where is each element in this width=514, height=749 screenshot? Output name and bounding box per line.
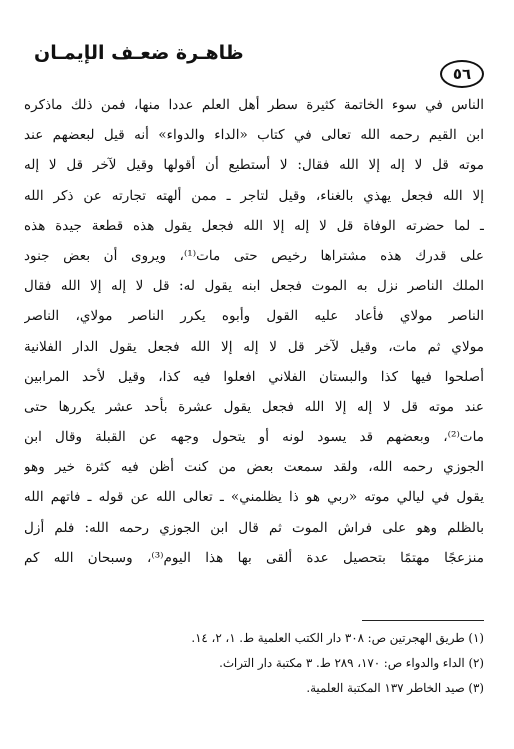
text-line: مولاي ثم مات، وقيل لآخر قل لا إله إلا الله فجعل يقول الدار الفلانية [24, 338, 484, 355]
footnote-item: (٢) الداء والدواء ص: ١٧٠، ٢٨٩ ط. ٣ مكتبة دار التراث. [219, 656, 484, 670]
text-line: ابن القيم رحمه الله تعالى في كتاب «الداء والدواء» أنه قيل لبعضهم عند [24, 127, 484, 144]
text-line: أصلحوا فيها كذا والبستان الفلاني افعلوا فيه كذا، وقيل لأحد المرابين [24, 368, 484, 385]
running-title: ظاهـرة ضعـف الإيمـان [34, 42, 244, 64]
text-line: الملك الناصر نزل به الموت فجعل ابنه يقول له: قل لا إله إلا الله فقال [24, 278, 484, 295]
footnotes [24, 626, 484, 701]
text-line: منزعجًا مهتمًا بتحصيل عدة ألقى بها هذا اليوم⁽³⁾، وسبحان الله كم [24, 549, 484, 566]
page-header [34, 40, 484, 88]
text-line: إلا الله فجعل يهذي بالغناء، وقيل لتاجر ـ ممن ألهته تجارته عن ذكر الله [24, 187, 484, 204]
text-line: على قدرك هذه مشتراها رخيص حتى مات⁽¹⁾، ويروى أن بعض جنود [24, 247, 484, 264]
text-line: الناس في سوء الخاتمة كثيرة سطر أهل العلم عددا منها، فمن ذلك ماذكره [24, 97, 484, 113]
text-line: الجوزي رحمه الله، ولقد سمعت بعض من كنت أظن فيه كثرة خير وهو [24, 459, 484, 476]
page-number-badge: ٥٦ [440, 60, 484, 88]
text-line: عند موته قل لا إله إلا الله فجعل يقول عشرة بأحد عشر يكررها حتى [24, 398, 484, 415]
text-line: بالظلم وهو على فراش الموت ثم قال ابن الجوزي رحمه الله: فلم أزل [24, 519, 484, 536]
footnote-item: (١) طريق الهجرتين ص: ٣٠٨ دار الكتب العلمية ط. ١، ٢، ١٤. [191, 631, 484, 645]
footnote-divider [362, 620, 484, 621]
text-line: مات⁽²⁾، وبعضهم قد يسود لونه أو يتحول وجهه عن القبلة وقال ابن [24, 429, 484, 446]
text-line: الناصر مولاي فأعاد عليه القول وأبوه يكرر الناصر مولاي، الناصر [24, 308, 484, 325]
text-line: ـ لما حضرته الوفاة قل لا إله إلا الله فجعل يقول هذه قطعة جيدة هذه [24, 217, 484, 234]
main-text [24, 90, 484, 573]
footnote-item: (٣) صيد الخاطر ١٣٧ المكتبة العلمية. [306, 681, 484, 695]
text-line: يقول في ليالي موته «ربي هو ذا يظلمني» ـ تعالى الله عن قوله ـ فاتهم الله [24, 489, 484, 506]
text-line: موته قل لا إله إلا الله فقال: لا أستطيع أن أقولها وقيل لآخر قل لا إله [24, 157, 484, 174]
